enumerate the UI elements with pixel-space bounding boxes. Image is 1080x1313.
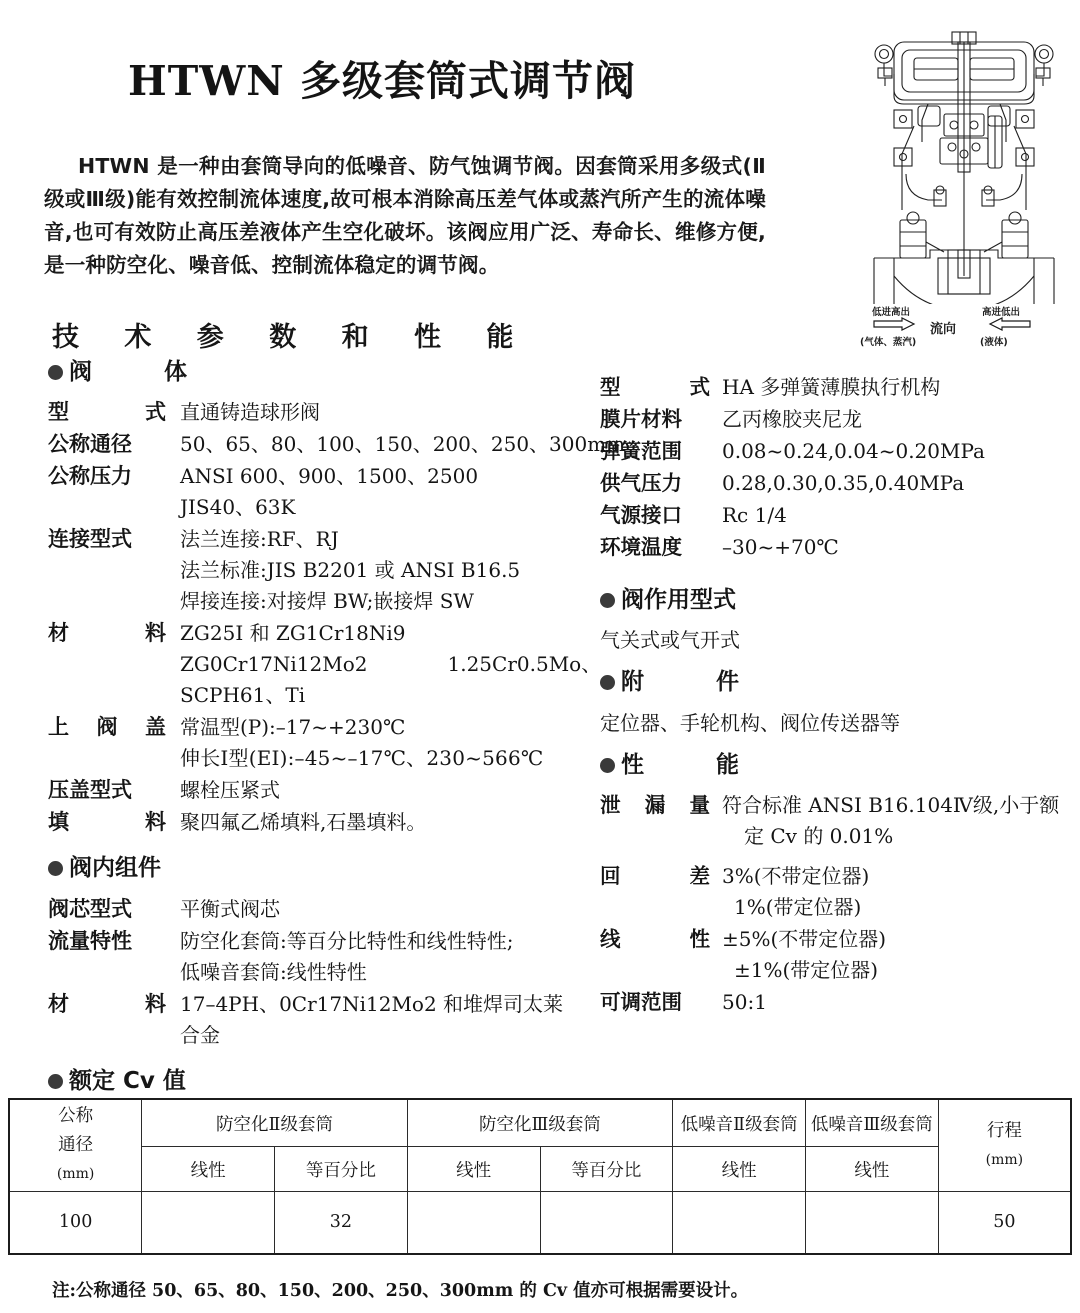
spec-label: 材料 [48,991,166,1016]
bullet-dot-icon [600,758,615,773]
cell-travel: 50 [938,1192,1071,1254]
valve-diagram [852,14,1078,304]
spec-value: –30~+70℃ [722,535,839,559]
column-header-linear-ln3: 线性 [806,1147,939,1192]
spec-label: 型式 [600,375,710,399]
table-header-row-groups [9,1099,1071,1147]
spec-row-body-material [48,618,602,711]
column-header-linear-ac3: 线性 [407,1147,540,1192]
column-group-lownoise-3: 低噪音Ⅲ级套筒 [806,1099,939,1147]
cell-cv-ac2-equalpct: 32 [275,1192,408,1254]
rated-cv-table [8,1098,1072,1255]
spec-label: 供气压力 [600,471,682,495]
column-group-anticavitation-3: 防空化Ⅲ级套筒 [407,1099,673,1147]
actuator-spec-list [600,372,1070,563]
section-heading-technical-parameters: 技 术 参 数 和 性 能 [52,322,532,353]
accessories-heading-text: 附件 [621,669,739,696]
subsection-valve-body-heading [48,360,593,385]
bullet-dot-icon [600,675,615,690]
table-body [9,1192,1071,1254]
spec-label: 压盖型式 [48,778,132,803]
spec-label: 阀芯型式 [48,896,132,921]
bullet-dot-icon [600,593,615,608]
table-note: 注:公称通径 50、65、80、150、200、250、300mm 的 Cv 值亦可根据需要设计。 [52,1281,749,1301]
spec-row-packing [48,807,593,838]
spec-label: 膜片材料 [600,407,682,431]
spec-row-leakage [600,790,1070,852]
spec-value: 0.28,0.30,0.35,0.40MPa [722,471,965,495]
column-header-nominal-diameter: 公称 通径 (mm) [9,1099,142,1192]
spec-row-trim-material [48,989,593,1051]
spec-label: 气源接口 [600,503,682,527]
column-header-equalpct-ac3: 等百分比 [540,1147,673,1192]
cell-cv-ac3-equalpct [540,1192,673,1254]
table-header-row-subs [9,1147,1071,1192]
spec-value: 聚四氟乙烯填料,石墨填料。 [180,810,427,835]
bullet-dot-icon [48,1074,63,1089]
spec-label: 上阀盖 [48,715,166,740]
subsection-valve-action-heading [600,588,1070,613]
spec-value: 螺栓压紧式 [180,778,280,803]
bullet-dot-icon [48,861,63,876]
left-spec-column [48,359,626,1106]
subsection-valve-trim-heading [48,856,593,881]
spec-label: 连接型式 [48,527,132,552]
cell-cv-ac3-linear [407,1192,540,1254]
spec-label: 可调范围 [600,989,682,1014]
spec-value: 乙丙橡胶夹尼龙 [722,407,862,431]
spec-row-linearity [600,924,1070,986]
spec-row-actuator-type [600,372,1070,403]
spec-row-bonnet [48,712,593,774]
accessories-text: 定位器、手轮机构、阀位传送器等 [600,710,900,735]
right-spec-column [600,372,1070,1019]
cell-cv-ln3-linear [806,1192,939,1254]
spec-label: 公称压力 [48,464,132,489]
spec-value: 17–4PH、0Cr17Ni12Mo2 和堆焊司太莱 合金 [180,991,564,1047]
spec-row-flow-characteristic [48,926,593,988]
spec-value: HA 多弹簧薄膜执行机构 [722,375,941,399]
spec-value: ANSI 600、900、1500、2500 JIS40、63K [180,464,479,520]
column-group-lownoise-2: 低噪音Ⅱ级套筒 [673,1099,806,1147]
spec-label: 填料 [48,810,166,835]
subsection-rated-cv-heading [48,1069,593,1094]
flow-direction-label: 流向 [930,322,957,337]
table-row [9,1192,1071,1254]
spec-label: 型式 [48,400,166,425]
column-header-equalpct-ac2: 等百分比 [275,1147,408,1192]
spec-value: 直通铸造球形阀 [180,400,320,425]
spec-value: ZG25I 和 ZG1Cr18Ni9 ZG0Cr17Ni12Mo2 1.25Cr0.5Mo、 SCPH61、Ti [180,621,602,708]
spec-row-supply-pressure [600,468,1070,499]
spec-label: 泄漏量 [600,792,710,817]
spec-row-nominal-pressure [48,461,593,523]
valve-action-heading-text: 阀作用型式 [621,587,736,613]
spec-label: 回差 [600,863,710,888]
cell-cv-ac2-linear [142,1192,275,1254]
spec-value: 防空化套筒:等百分比特性和线性特性; 低噪音套筒:线性特性 [180,928,514,984]
spec-row-ambient-temperature [600,532,1070,563]
subsection-performance-heading [600,753,1070,778]
spec-value: ±5%(不带定位器) ±1%(带定位器) [722,926,887,982]
spec-row-air-connection [600,500,1070,531]
intro-paragraph: HTWN 是一种由套筒导向的低噪音、防气蚀调节阀。因套筒采用多级式(Ⅱ级或Ⅲ级)能有效控制流体速度,故可根本消除高压差气体或蒸汽所产生的流体噪音,也可有效防止高压差液体产生空化破坏。该阀应用广泛、寿命长、维修方便,是一种防空化、噪音低、控制流体稳定的调节阀。 [44,154,766,277]
spec-value: 法兰连接:RF、RJ 法兰标准:JIS B2201 或 ANSI B16.5 焊接连接:对接焊 BW;嵌接焊 SW [180,527,521,614]
flow-arrow-right-icon [872,317,916,334]
spec-row-spring-range [600,436,1070,467]
spec-value: 符合标准 ANSI B16.104Ⅳ级,小于额 定 Cv 的 0.01% [722,792,1060,848]
bullet-dot-icon [48,365,63,380]
flow-right-medium: (液体) [980,337,1008,348]
flow-left-label: 低进高出 [872,307,911,318]
column-header-linear-ac2: 线性 [142,1147,275,1192]
rated-cv-heading-text: 额定 Cv 值 [69,1067,186,1094]
subsection-accessories-heading [600,670,1070,695]
column-group-anticavitation-2: 防空化Ⅱ级套筒 [142,1099,408,1147]
spec-row-nominal-diameter [48,429,626,460]
spec-label: 公称通径 [48,432,132,457]
table-head [9,1099,1071,1192]
spec-value: 50、65、80、100、150、200、250、300mm [180,432,626,457]
spec-label: 环境温度 [600,535,682,559]
spec-label: 弹簧范围 [600,439,682,463]
valve-trim-spec-list [48,894,593,1051]
spec-row-connection-type [48,524,593,617]
spec-row-plug-type [48,894,593,925]
spec-value: Rc 1/4 [722,503,787,527]
spec-label: 流量特性 [48,928,132,953]
flow-direction-legend [852,300,1078,352]
spec-value: 平衡式阀芯 [180,896,280,921]
spec-row-hysteresis [600,861,1070,923]
flow-arrow-left-icon [988,317,1032,334]
column-header-linear-ln2: 线性 [673,1147,806,1192]
spec-row-type [48,397,593,428]
flow-right-label: 高进低出 [982,307,1021,318]
valve-body-heading-text: 阀体 [69,359,187,385]
spec-row-gland-type [48,775,593,806]
flow-left-medium: (气体、蒸汽) [860,337,917,348]
spec-value: 0.08~0.24,0.04~0.20MPa [722,439,985,463]
column-header-travel: 行程 (mm) [938,1099,1071,1192]
spec-label: 线性 [600,926,710,951]
performance-heading-text: 性能 [621,751,739,778]
spec-row-diaphragm-material [600,404,1070,435]
spec-value: 3%(不带定位器) 1%(带定位器) [722,863,870,919]
valve-trim-heading-text: 阀内组件 [69,855,161,882]
spec-value: 常温型(P):–17~+230℃ 伸长Ⅰ型(EⅠ):–45~–17℃、230~566℃ [180,715,544,771]
spec-value: 50:1 [722,989,767,1014]
cell-cv-ln2-linear [673,1192,806,1254]
performance-spec-list [600,790,1070,1018]
valve-action-text: 气关式或气开式 [600,628,740,653]
page-title: HTWN 多级套筒式调节阀 [128,57,637,105]
spec-label: 材料 [48,621,166,646]
cell-nominal-diameter: 100 [9,1192,142,1254]
valve-body-spec-list [48,397,626,838]
spec-row-rangeability [600,987,1070,1018]
